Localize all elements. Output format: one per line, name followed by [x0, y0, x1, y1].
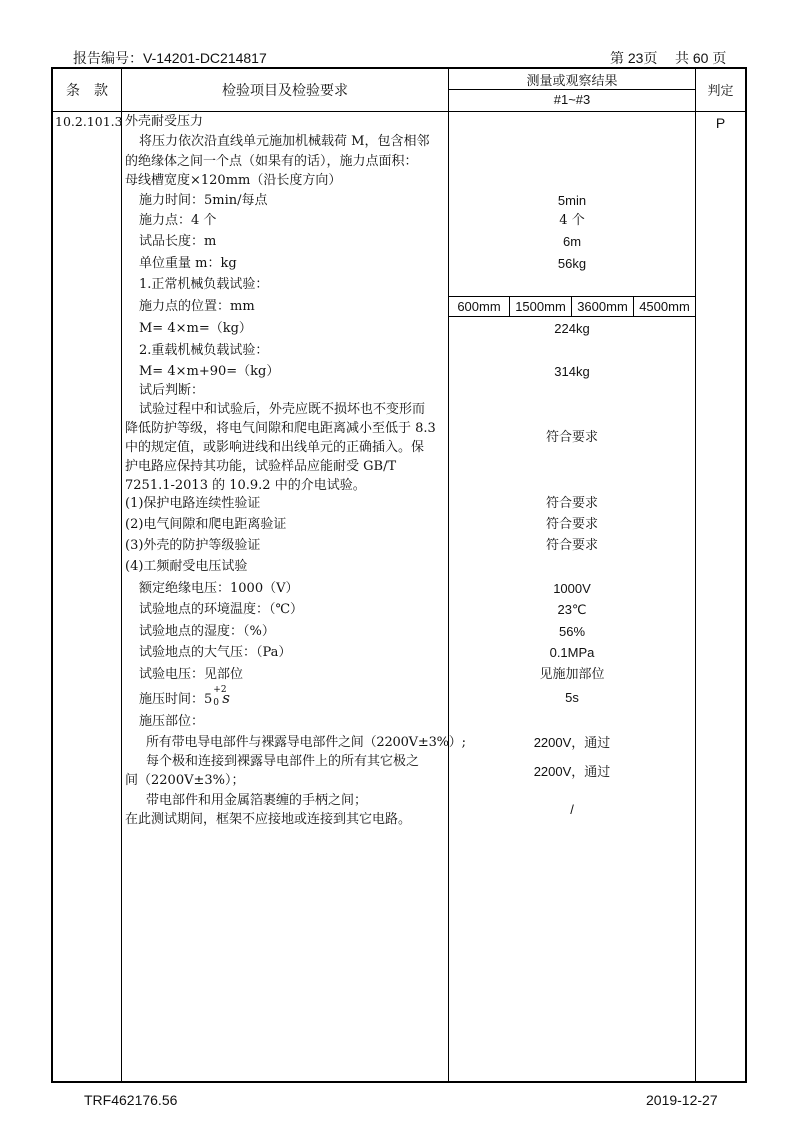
- test-part-3: 带电部件和用金属箔裹缠的手柄之间；: [146, 793, 368, 808]
- ambient-temp-value: 23℃: [557, 602, 587, 617]
- heavy-load-value: 314kg: [554, 364, 590, 379]
- requirement-text: 护电路应保持其功能，试验样品应能耐受 GB/T: [125, 459, 397, 474]
- test-part-2-result: 2200V，通过: [533, 764, 611, 779]
- force-points-label: 施力点：4 个: [139, 213, 217, 228]
- apply-time-prefix: 施压时间：: [139, 692, 205, 707]
- normal-load-value: 224kg: [554, 321, 590, 336]
- heavy-load-test-label: 2.重载机械负载试验：: [139, 343, 269, 358]
- verification-result: 符合要求: [545, 538, 598, 553]
- normal-load-test-label: 1.正常机械负载试验：: [139, 277, 269, 292]
- table-bottom-border: [51, 1081, 747, 1083]
- report-date: 2019-12-27: [646, 1092, 718, 1108]
- verification-item: (4)工频耐受电压试验: [125, 559, 248, 574]
- verification-result: 符合要求: [545, 517, 598, 532]
- force-position-label: 施力点的位置：mm: [139, 299, 255, 314]
- header-subdivider: [448, 89, 696, 90]
- test-part-1-result: 2200V，通过: [533, 735, 611, 750]
- requirement-text: 降低防护等级，将电气间隙和爬电距离减小至低于 8.3: [125, 421, 436, 436]
- test-part-1: 所有带电导电部件与裸露导电部件之间（2200V±3%）;: [146, 735, 466, 750]
- position-cell-4: 4500mm: [633, 296, 696, 317]
- verification-result: 符合要求: [545, 496, 598, 511]
- verification-item: (3)外壳的防护等级验证: [125, 538, 261, 553]
- test-part-2-cont: 间（2200V±3%）；: [125, 773, 245, 788]
- apply-time-unit: s: [222, 689, 230, 707]
- result-header: 测量或观察结果: [526, 74, 618, 89]
- table-left-border: [51, 67, 53, 1083]
- force-time-value: 5min: [557, 193, 587, 208]
- rated-voltage-value: 1000V: [553, 581, 591, 596]
- position-cell-3: 3600mm: [571, 296, 634, 317]
- after-test-result: 符合要求: [545, 430, 598, 445]
- requirement-text: 的绝缘体之间一个点（如果有的话），施力点面积：: [125, 154, 418, 169]
- requirement-text: 中的规定值，或影响进线和出线单元的正确插入。保: [125, 440, 425, 455]
- force-time-label: 施力时间：5min/每点: [139, 193, 268, 208]
- sample-numbers: #1~#3: [553, 92, 591, 107]
- apply-time-base: 5: [204, 692, 213, 707]
- sample-length-label: 试品长度：m: [139, 234, 217, 249]
- requirement-text: 将压力依次沿直线单元施加机械载荷 M，包含相邻: [139, 134, 430, 149]
- apply-time-tolerance: +2 0: [213, 685, 227, 708]
- requirement-title: 外壳耐受压力: [125, 114, 204, 129]
- after-test-label: 试后判断：: [139, 383, 205, 398]
- test-part-3-result: /: [570, 802, 574, 817]
- pressure-value: 0.1MPa: [549, 645, 595, 660]
- verdict-header: 判定: [707, 84, 734, 99]
- requirement-text: 试验过程中和试验后，外壳应既不损坏也不变形而: [139, 402, 426, 417]
- rated-voltage-label: 额定绝缘电压：1000（V）: [139, 581, 299, 596]
- normal-load-formula: M= 4×m=（kg）: [139, 321, 252, 336]
- humidity-label: 试验地点的湿度：（%）: [139, 624, 275, 639]
- page-current: 第 23页: [610, 50, 658, 66]
- heavy-load-formula: M= 4×m+90=（kg）: [139, 364, 280, 379]
- pressure-label: 试验地点的大气压：（Pa）: [139, 645, 292, 660]
- test-voltage-value: 见施加部位: [539, 667, 605, 682]
- apply-part-label: 施压部位：: [139, 714, 205, 729]
- table-top-border: [51, 67, 747, 69]
- sample-length-value: 6m: [562, 234, 582, 249]
- apply-time-value: 5s: [565, 690, 579, 705]
- humidity-value: 56%: [558, 624, 586, 639]
- unit-weight-value: 56kg: [557, 256, 587, 271]
- force-points-value: 4 个: [559, 213, 585, 228]
- test-voltage-label: 试验电压：见部位: [139, 667, 244, 682]
- requirement-text: 母线槽宽度×120mm（沿长度方向）: [125, 173, 342, 188]
- test-part-2: 每个极和连接到裸露导电部件上的所有其它极之: [146, 754, 420, 769]
- verification-item: (1)保护电路连续性验证: [125, 496, 261, 511]
- ambient-temp-label: 试验地点的环境温度：（℃）: [139, 602, 304, 617]
- form-number: TRF462176.56: [84, 1092, 178, 1108]
- unit-weight-label: 单位重量 m：kg: [139, 256, 237, 271]
- test-note: 在此测试期间，框架不应接地或连接到其它电路。: [125, 812, 412, 827]
- column-divider: [695, 67, 696, 1083]
- page-total: 共 60 页: [675, 50, 727, 66]
- report-number: 报告编号：V-14201-DC214817: [73, 50, 267, 66]
- column-divider: [121, 67, 122, 1083]
- position-cell-1: 600mm: [448, 296, 510, 317]
- verdict-value: P: [715, 115, 726, 131]
- verification-item: (2)电气间隙和爬电距离验证: [125, 517, 287, 532]
- table-right-border: [745, 67, 747, 1083]
- requirement-text: 7251.1-2013 的 10.9.2 中的介电试验。: [125, 478, 366, 493]
- clause-header: 条 款: [66, 83, 108, 99]
- position-cell-2: 1500mm: [509, 296, 572, 317]
- requirement-header: 检验项目及检验要求: [222, 82, 348, 98]
- apply-time-label: [139, 685, 230, 710]
- clause-number: 10.2.101.3: [55, 114, 123, 129]
